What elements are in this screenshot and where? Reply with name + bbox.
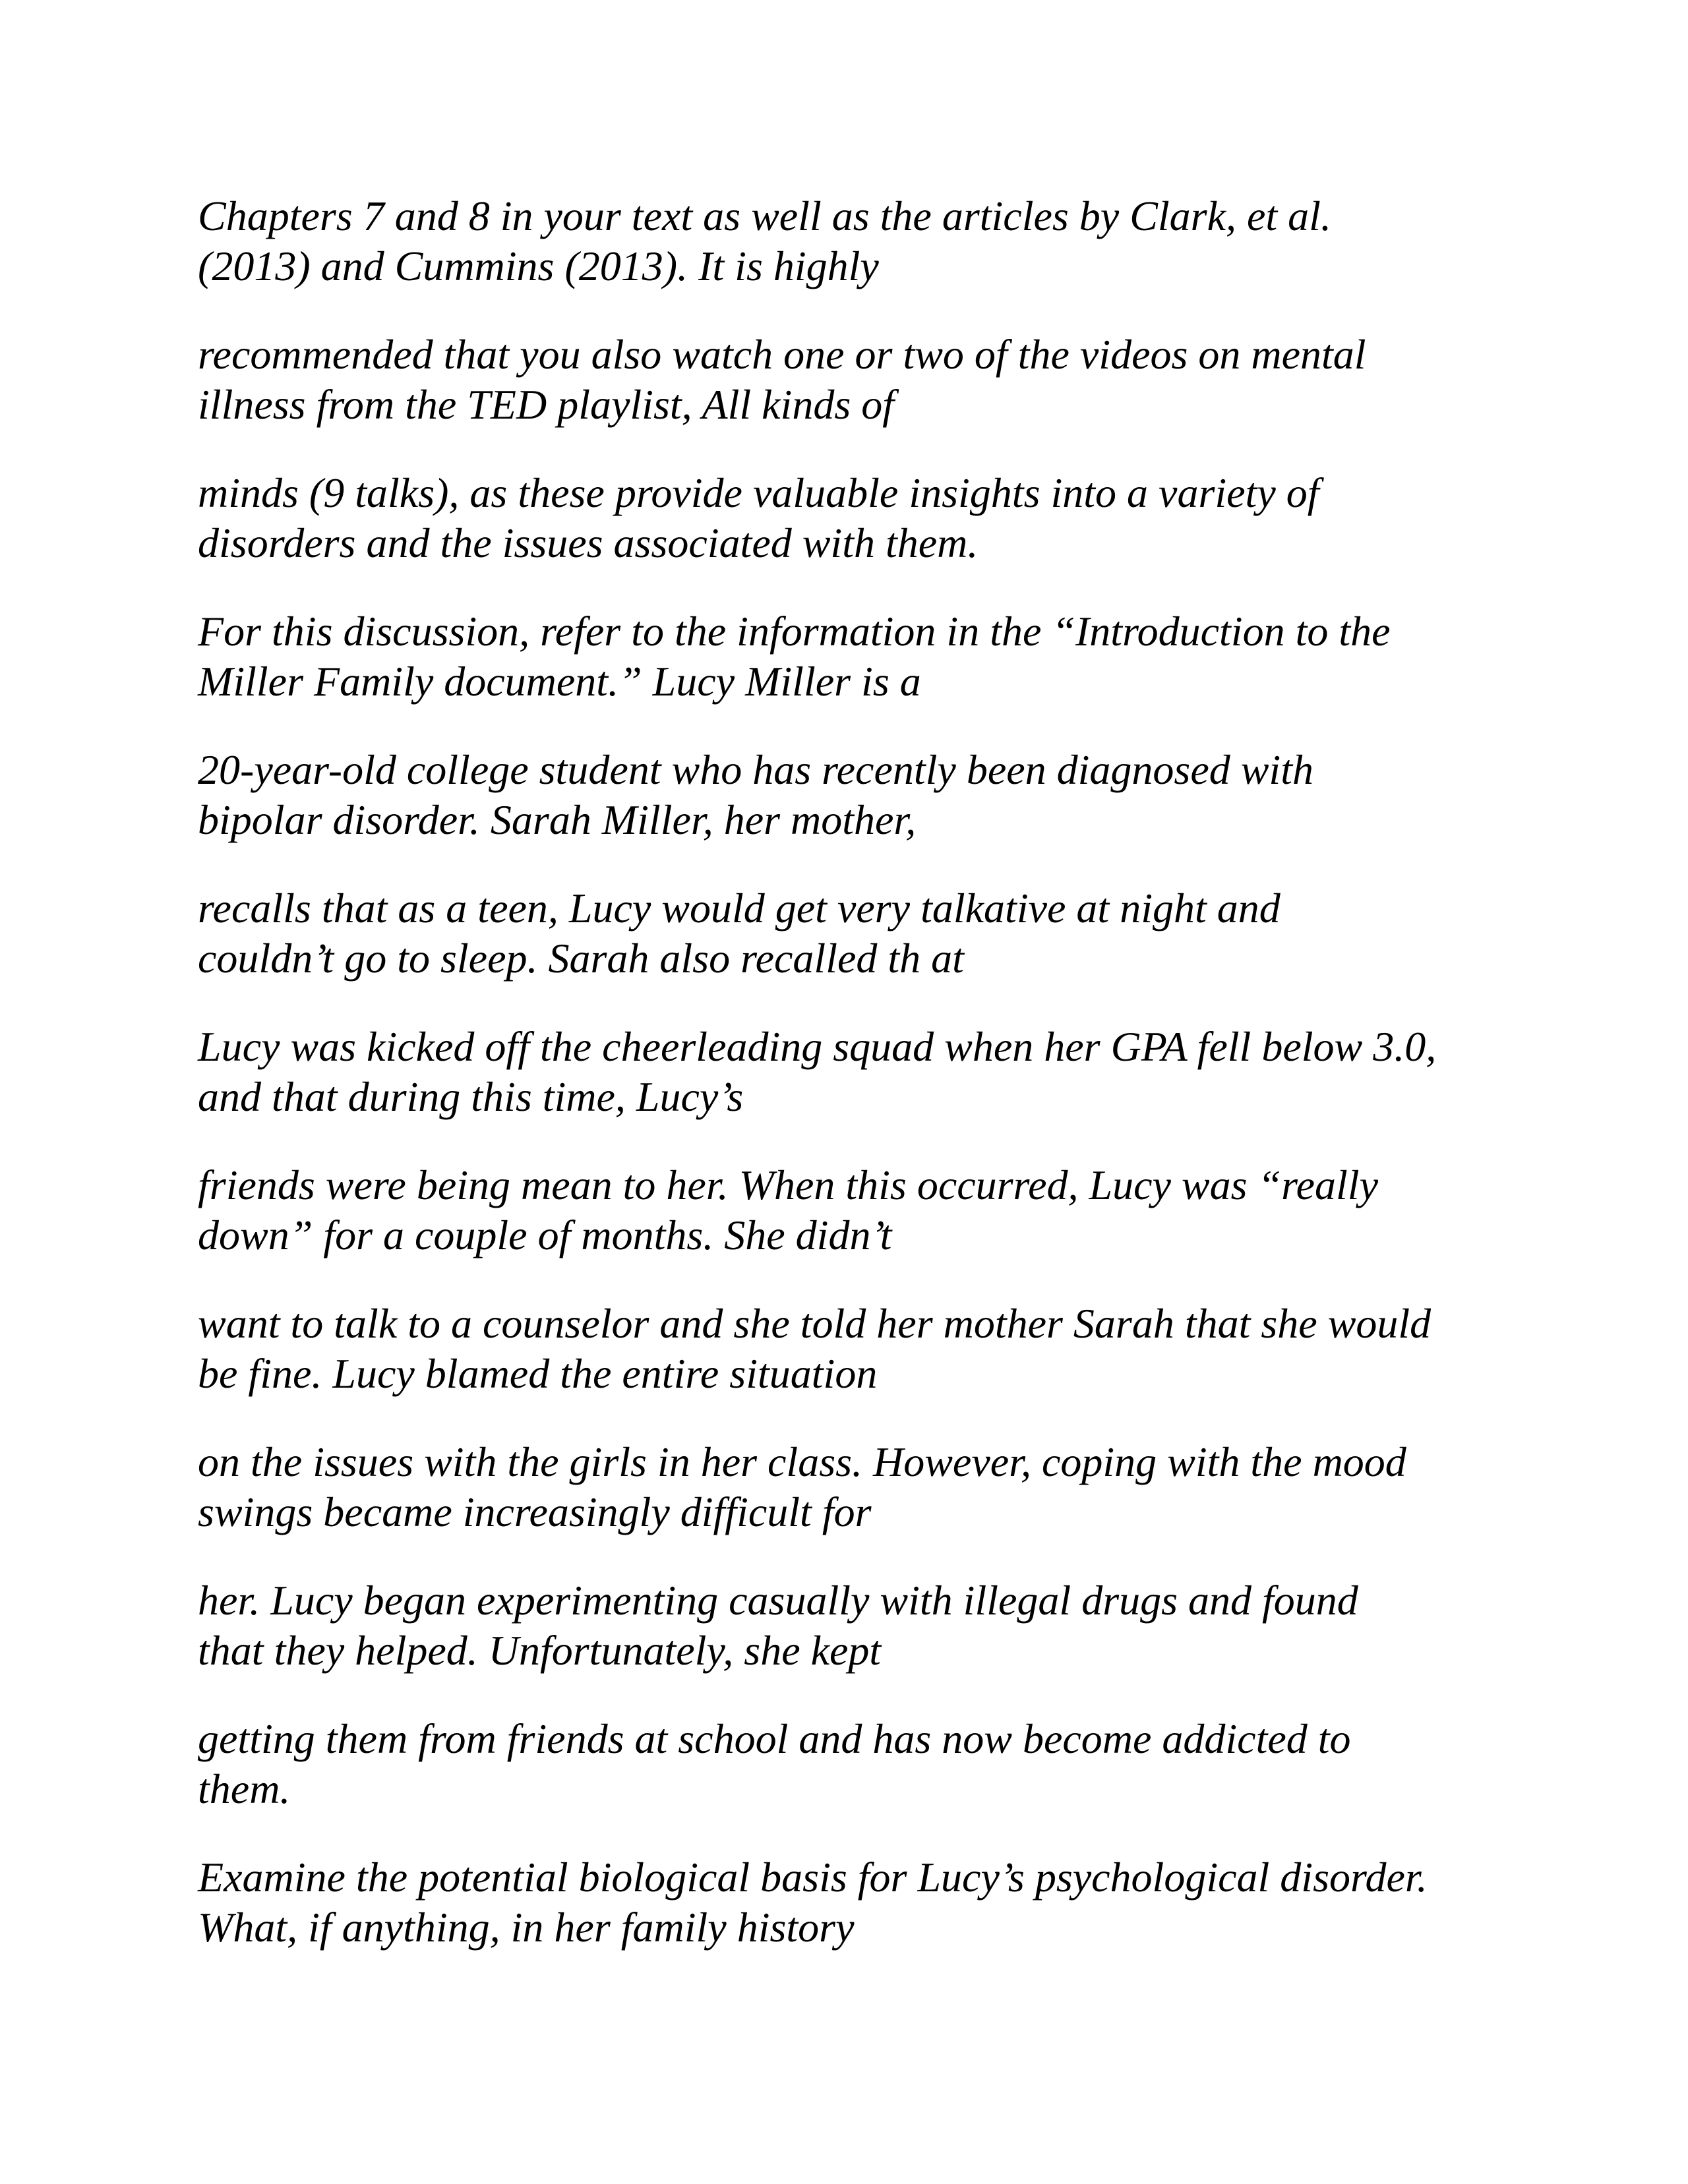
text-line: minds (9 talks), as these provide valuable insights into a variety of: [198, 469, 1319, 516]
text-line: (2013) and Cummins (2013). It is highly: [198, 243, 879, 289]
paragraph-10: [198, 1437, 1530, 1537]
text-line: on the issues with the girls in her class. However, coping with the mood: [198, 1438, 1406, 1485]
text-line: friends were being mean to her. When this occurred, Lucy was “really: [198, 1162, 1378, 1208]
text-line: 20-year-old college student who has recently been diagnosed with: [198, 746, 1313, 793]
text-line: swings became increasingly difficult for: [198, 1489, 872, 1535]
paragraph-13: [198, 1852, 1530, 1953]
paragraph-8: [198, 1160, 1530, 1260]
text-line: What, if anything, in her family history: [198, 1904, 855, 1951]
text-line: Examine the potential biological basis for Lucy’s psychological disorder.: [198, 1854, 1428, 1901]
text-line: them.: [198, 1765, 291, 1812]
text-line: bipolar disorder. Sarah Miller, her mother,: [198, 796, 917, 843]
paragraph-6: [198, 883, 1530, 984]
paragraph-4: [198, 606, 1530, 707]
paragraph-2: [198, 330, 1530, 430]
text-line: that they helped. Unfortunately, she kept: [198, 1627, 882, 1674]
text-line: down” for a couple of months. She didn’t: [198, 1212, 892, 1258]
document-body: [198, 191, 1530, 1991]
paragraph-12: [198, 1714, 1530, 1814]
text-line: Lucy was kicked off the cheerleading squad when her GPA fell below 3.0,: [198, 1023, 1437, 1070]
text-line: and that during this time, Lucy’s: [198, 1073, 744, 1120]
text-line: Miller Family document.” Lucy Miller is a: [198, 658, 921, 705]
text-line: recommended that you also watch one or two of the videos on mental: [198, 331, 1366, 378]
text-line: recalls that as a teen, Lucy would get very talkative at night and: [198, 885, 1281, 931]
text-line: want to talk to a counselor and she told her mother Sarah that she would: [198, 1300, 1432, 1347]
paragraph-5: [198, 745, 1530, 845]
text-line: For this discussion, refer to the information in the “Introduction to the: [198, 608, 1391, 655]
text-line: disorders and the issues associated with them.: [198, 519, 979, 566]
paragraph-7: [198, 1022, 1530, 1122]
paragraph-1: [198, 191, 1530, 291]
text-line: couldn’t go to sleep. Sarah also recalled th at: [198, 935, 964, 982]
text-line: illness from the TED playlist, All kinds of: [198, 381, 894, 428]
text-line: her. Lucy began experimenting casually with illegal drugs and found: [198, 1577, 1358, 1624]
paragraph-3: [198, 468, 1530, 568]
text-line: Chapters 7 and 8 in your text as well as the articles by Clark, et al.: [198, 192, 1331, 239]
text-line: be fine. Lucy blamed the entire situation: [198, 1350, 878, 1397]
paragraph-9: [198, 1299, 1530, 1399]
text-line: getting them from friends at school and has now become addicted to: [198, 1715, 1351, 1762]
paragraph-11: [198, 1576, 1530, 1676]
